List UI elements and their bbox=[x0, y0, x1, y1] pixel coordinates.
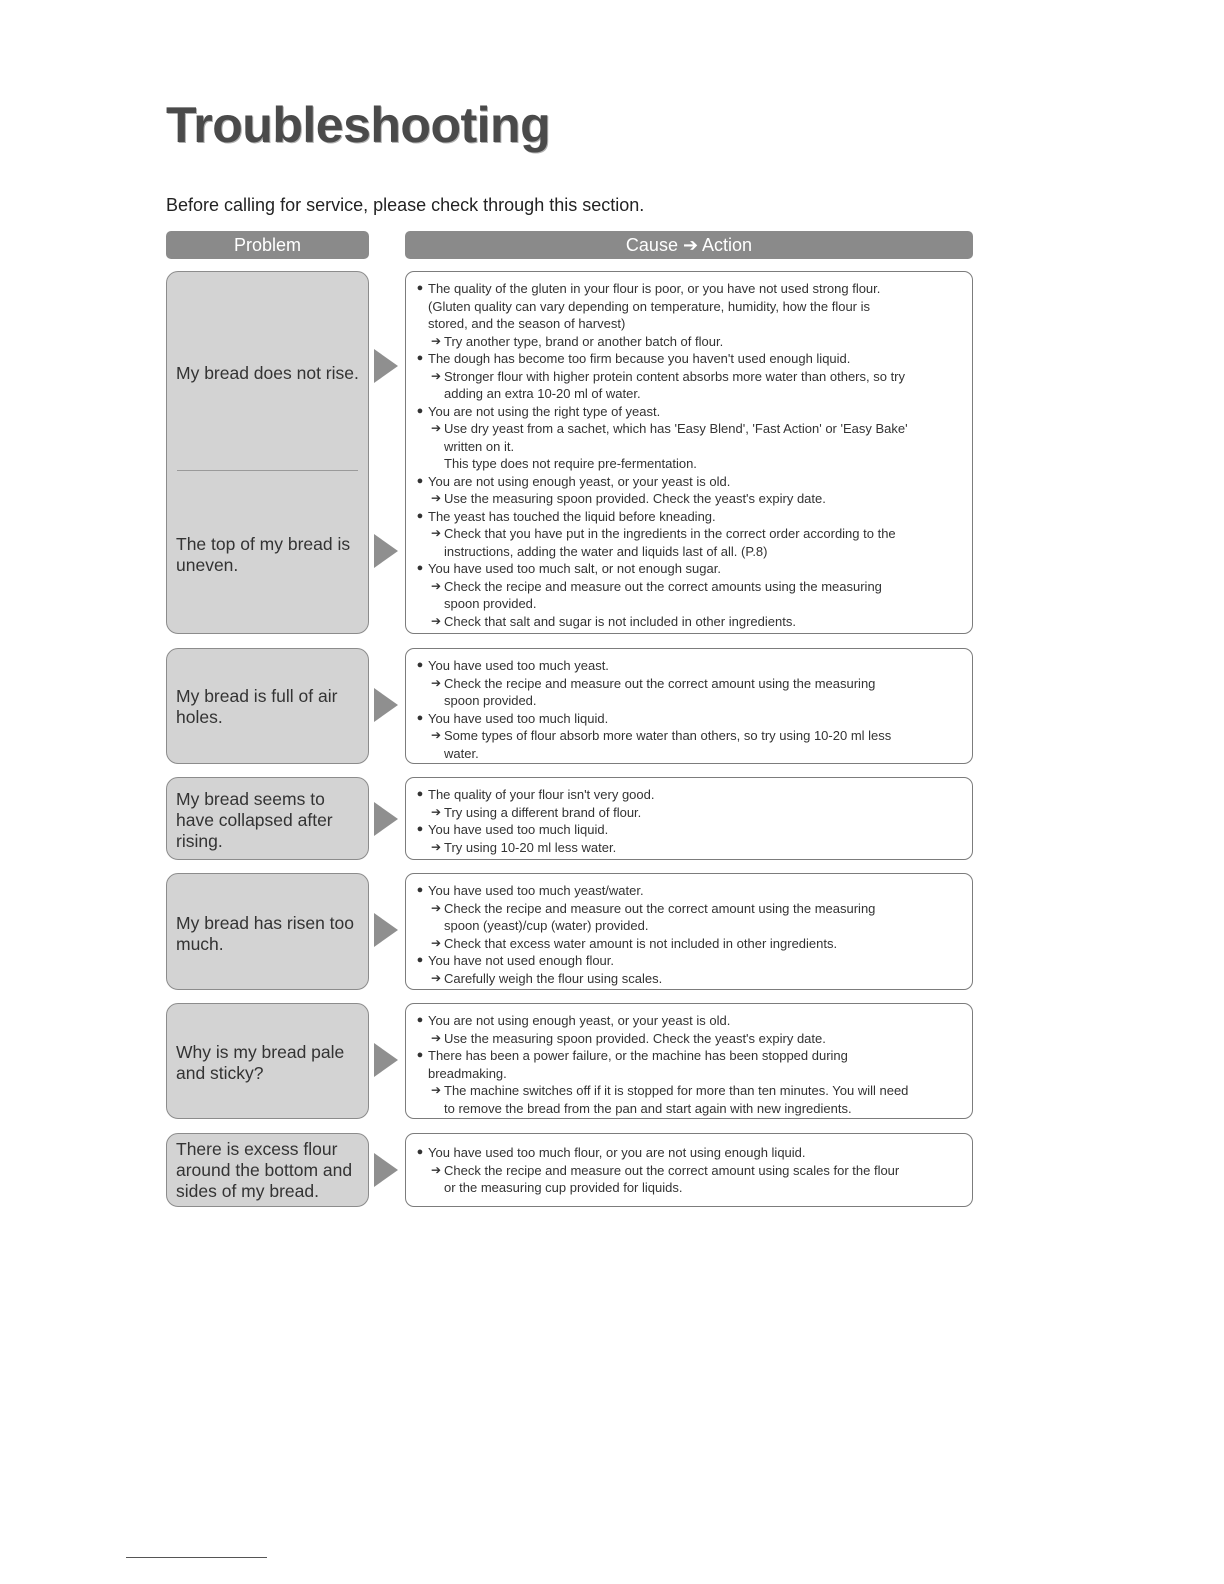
action-text: This type does not require pre-fermentation. bbox=[444, 456, 697, 471]
troubleshoot-group-pale-sticky bbox=[166, 1003, 973, 1119]
cause-text: You are not using enough yeast, or your yeast is old. bbox=[428, 1013, 731, 1028]
action-text: Check the recipe and measure out the correct amount using the measuring bbox=[444, 675, 876, 691]
cause-text: You have used too much flour, or you are not using enough liquid. bbox=[428, 1145, 806, 1160]
bullet-icon: ● bbox=[416, 509, 424, 522]
cause-line bbox=[412, 420, 960, 438]
indent-spacer bbox=[428, 438, 444, 456]
cause-line bbox=[412, 455, 960, 473]
troubleshoot-group-risen-too-much bbox=[166, 873, 973, 990]
pointer-arrow-icon bbox=[374, 534, 398, 568]
cause-line bbox=[412, 839, 960, 857]
cause-action-column-header: Cause ➔ Action bbox=[405, 231, 973, 259]
cause-line bbox=[412, 952, 960, 970]
footer-rule bbox=[126, 1557, 267, 1558]
cause-action-box bbox=[405, 1133, 973, 1207]
indent-spacer bbox=[412, 315, 428, 333]
cause-action-box bbox=[405, 777, 973, 860]
cause-line bbox=[412, 438, 960, 456]
cause-line bbox=[412, 727, 960, 745]
action-text: Use the measuring spoon provided. Check the yeast's expiry date. bbox=[444, 1030, 826, 1046]
indent-spacer bbox=[428, 385, 444, 403]
action-text: Some types of flour absorb more water than others, so try using 10-20 ml less bbox=[444, 728, 892, 743]
cause-text: You have not used enough flour. bbox=[428, 953, 615, 968]
right-arrow-icon: ➔ bbox=[430, 613, 442, 628]
right-arrow-icon: ➔ bbox=[430, 491, 442, 505]
bullet-icon: ● bbox=[416, 788, 424, 800]
cause-text: The yeast has touched the liquid before kneading. bbox=[428, 508, 716, 524]
cause-line bbox=[412, 473, 960, 491]
cause-line bbox=[412, 1179, 960, 1197]
bullet-icon: ● bbox=[416, 1146, 424, 1158]
action-text: instructions, adding the water and liquids last of all. (P.8) bbox=[444, 543, 768, 559]
cause-line bbox=[412, 578, 960, 596]
action-text: Check that you have put in the ingredients in the correct order according to the bbox=[444, 526, 896, 541]
bullet-icon: ● bbox=[416, 282, 424, 294]
cause-line bbox=[412, 1082, 960, 1100]
cause-line bbox=[412, 333, 960, 351]
cause-text: You have used too much salt, or not enough sugar. bbox=[428, 561, 721, 576]
right-arrow-icon: ➔ bbox=[430, 900, 442, 915]
cause-action-box bbox=[405, 648, 973, 764]
cause-line bbox=[412, 935, 960, 953]
action-text: Try using 10-20 ml less water. bbox=[444, 839, 617, 855]
action-text: adding an extra 10-20 ml of water. bbox=[444, 386, 641, 401]
cause-text: The quality of the gluten in your flour is poor, or you have not used strong flour. bbox=[428, 281, 881, 296]
action-text: written on it. bbox=[444, 438, 515, 454]
right-arrow-icon: ➔ bbox=[430, 804, 442, 819]
indent-spacer bbox=[428, 1179, 444, 1197]
pointer-arrow-icon bbox=[374, 802, 398, 836]
bullet-icon: ● bbox=[416, 659, 424, 671]
bullet-icon: ● bbox=[416, 404, 424, 417]
problem-text: My bread is full of air holes. bbox=[176, 686, 338, 727]
cause-action-box bbox=[405, 271, 973, 634]
right-arrow-icon: ➔ bbox=[430, 333, 442, 348]
problem-text: There is excess flour around the bottom and sides of my bread. bbox=[176, 1139, 353, 1201]
problem-box bbox=[166, 271, 369, 634]
cause-line bbox=[412, 613, 960, 631]
cause-line bbox=[412, 1065, 960, 1083]
right-arrow-icon: ➔ bbox=[430, 578, 442, 593]
cause-text: The quality of your flour isn't very good. bbox=[428, 787, 655, 802]
cause-line bbox=[412, 385, 960, 403]
cause-text: You have used too much liquid. bbox=[428, 822, 609, 837]
cause-text: You have used too much yeast. bbox=[428, 658, 609, 673]
cause-text: You are not using the right type of yeast. bbox=[428, 403, 661, 419]
cause-text: There has been a power failure, or the machine has been stopped during bbox=[428, 1048, 848, 1063]
cause-line bbox=[412, 1030, 960, 1048]
bullet-icon: ● bbox=[416, 352, 424, 364]
cause-line bbox=[412, 821, 960, 839]
right-arrow-icon: ➔ bbox=[430, 368, 442, 383]
problem-text: My bread seems to have collapsed after rising. bbox=[176, 789, 333, 851]
bullet-icon: ● bbox=[416, 711, 424, 724]
problem-text: The top of my bread is uneven. bbox=[176, 534, 351, 575]
cause-line bbox=[412, 786, 960, 804]
right-arrow-icon: ➔ bbox=[430, 935, 442, 950]
action-text: Carefully weigh the flour using scales. bbox=[444, 970, 663, 986]
right-arrow-icon: ➔ bbox=[430, 970, 442, 985]
cause-line bbox=[412, 970, 960, 988]
cause-action-box bbox=[405, 1003, 973, 1119]
bullet-icon: ● bbox=[416, 562, 424, 574]
cause-text: You have used too much yeast/water. bbox=[428, 883, 644, 898]
indent-spacer bbox=[428, 595, 444, 613]
right-arrow-icon: ➔ bbox=[430, 1030, 442, 1045]
cause-line bbox=[412, 692, 960, 710]
cause-text: You have used too much liquid. bbox=[428, 710, 609, 726]
bullet-icon: ● bbox=[416, 1014, 424, 1026]
action-text: Check the recipe and measure out the correct amount using the measuring bbox=[444, 900, 876, 916]
action-text: or the measuring cup provided for liquids. bbox=[444, 1180, 683, 1195]
cause-line bbox=[412, 804, 960, 822]
cause-line bbox=[412, 1144, 960, 1162]
cause-line bbox=[412, 315, 960, 333]
indent-spacer bbox=[412, 298, 428, 316]
cause-line bbox=[412, 1047, 960, 1065]
right-arrow-icon: ➔ bbox=[430, 421, 442, 435]
indent-spacer bbox=[428, 692, 444, 710]
cause-line bbox=[412, 1162, 960, 1180]
action-text: Stronger flour with higher protein content absorbs more water than others, so try bbox=[444, 368, 906, 384]
cause-text: The dough has become too firm because you haven't used enough liquid. bbox=[428, 351, 851, 366]
action-text: Check that excess water amount is not included in other ingredients. bbox=[444, 935, 838, 951]
problem-box bbox=[166, 648, 369, 764]
troubleshoot-group-air-holes bbox=[166, 648, 973, 764]
problem-box bbox=[166, 1003, 369, 1119]
action-text: breadmaking. bbox=[428, 1065, 507, 1081]
right-arrow-icon: ➔ bbox=[430, 1083, 442, 1097]
problem-text: My bread does not rise. bbox=[176, 363, 359, 383]
troubleshoot-group-rise bbox=[166, 271, 973, 634]
indent-spacer bbox=[428, 745, 444, 763]
indent-spacer bbox=[428, 1100, 444, 1118]
indent-spacer bbox=[428, 917, 444, 935]
action-text: to remove the bread from the pan and start again with new ingredients. bbox=[444, 1100, 852, 1116]
problem-box bbox=[166, 1133, 369, 1207]
problem-box bbox=[166, 777, 369, 860]
pointer-arrow-icon bbox=[374, 349, 398, 383]
page-title: Troubleshooting bbox=[166, 97, 551, 153]
indent-spacer bbox=[412, 1065, 428, 1083]
problem-box bbox=[166, 873, 369, 990]
bullet-icon: ● bbox=[416, 954, 424, 966]
problem-column-header: Problem bbox=[166, 231, 369, 259]
cause-line bbox=[412, 595, 960, 613]
cause-line bbox=[412, 710, 960, 728]
action-text: The machine switches off if it is stopped for more than ten minutes. You will need bbox=[444, 1083, 909, 1098]
action-text: spoon provided. bbox=[444, 596, 537, 611]
cause-line bbox=[412, 490, 960, 508]
cause-line bbox=[412, 560, 960, 578]
cause-line bbox=[412, 675, 960, 693]
cause-line bbox=[412, 403, 960, 421]
cause-line bbox=[412, 1100, 960, 1118]
indent-spacer bbox=[428, 543, 444, 561]
pointer-arrow-icon bbox=[374, 688, 398, 722]
indent-spacer bbox=[428, 455, 444, 473]
action-text: spoon (yeast)/cup (water) provided. bbox=[444, 918, 649, 933]
bullet-icon: ● bbox=[416, 1049, 424, 1061]
cause-line bbox=[412, 1012, 960, 1030]
action-text: Try another type, brand or another batch of flour. bbox=[444, 333, 724, 349]
right-arrow-icon: ➔ bbox=[430, 728, 442, 742]
problem-divider bbox=[177, 470, 358, 471]
action-text: water. bbox=[444, 745, 479, 761]
pointer-arrow-icon bbox=[374, 913, 398, 947]
bullet-icon: ● bbox=[416, 474, 424, 487]
action-text: spoon provided. bbox=[444, 693, 537, 708]
bullet-icon: ● bbox=[416, 884, 424, 896]
problem-text: Why is my bread pale and sticky? bbox=[176, 1042, 345, 1083]
problem-text: My bread has risen too much. bbox=[176, 913, 355, 954]
cause-line bbox=[412, 543, 960, 561]
action-text: Try using a different brand of flour. bbox=[444, 804, 642, 820]
cause-line bbox=[412, 882, 960, 900]
action-text: (Gluten quality can vary depending on temperature, humidity, how the flour is bbox=[428, 298, 870, 314]
pointer-arrow-icon bbox=[374, 1043, 398, 1077]
troubleshoot-group-collapsed bbox=[166, 777, 973, 860]
action-text: stored, and the season of harvest) bbox=[428, 316, 626, 331]
cause-line bbox=[412, 900, 960, 918]
action-text: Check the recipe and measure out the correct amounts using the measuring bbox=[444, 578, 882, 594]
cause-action-box bbox=[405, 873, 973, 990]
bullet-icon: ● bbox=[416, 823, 424, 835]
right-arrow-icon: ➔ bbox=[430, 839, 442, 854]
right-arrow-icon: ➔ bbox=[430, 1162, 442, 1177]
troubleshoot-group-excess-flour bbox=[166, 1133, 973, 1207]
cause-line bbox=[412, 298, 960, 316]
right-arrow-icon: ➔ bbox=[430, 526, 442, 540]
page-subtitle: Before calling for service, please check through this section. bbox=[166, 195, 645, 215]
cause-line bbox=[412, 525, 960, 543]
cause-line bbox=[412, 917, 960, 935]
action-text: Check the recipe and measure out the correct amount using scales for the flour bbox=[444, 1162, 900, 1178]
cause-line bbox=[412, 350, 960, 368]
cause-text: You are not using enough yeast, or your yeast is old. bbox=[428, 473, 731, 489]
pointer-arrow-icon bbox=[374, 1153, 398, 1187]
right-arrow-icon: ➔ bbox=[430, 675, 442, 690]
cause-line bbox=[412, 368, 960, 386]
cause-line bbox=[412, 745, 960, 763]
action-text: Use the measuring spoon provided. Check the yeast's expiry date. bbox=[444, 491, 826, 506]
action-text: Check that salt and sugar is not included in other ingredients. bbox=[444, 613, 796, 629]
cause-line bbox=[412, 657, 960, 675]
action-text: Use dry yeast from a sachet, which has 'Easy Blend', 'Fast Action' or 'Easy Bake' bbox=[444, 421, 908, 436]
cause-line bbox=[412, 280, 960, 298]
cause-line bbox=[412, 508, 960, 526]
